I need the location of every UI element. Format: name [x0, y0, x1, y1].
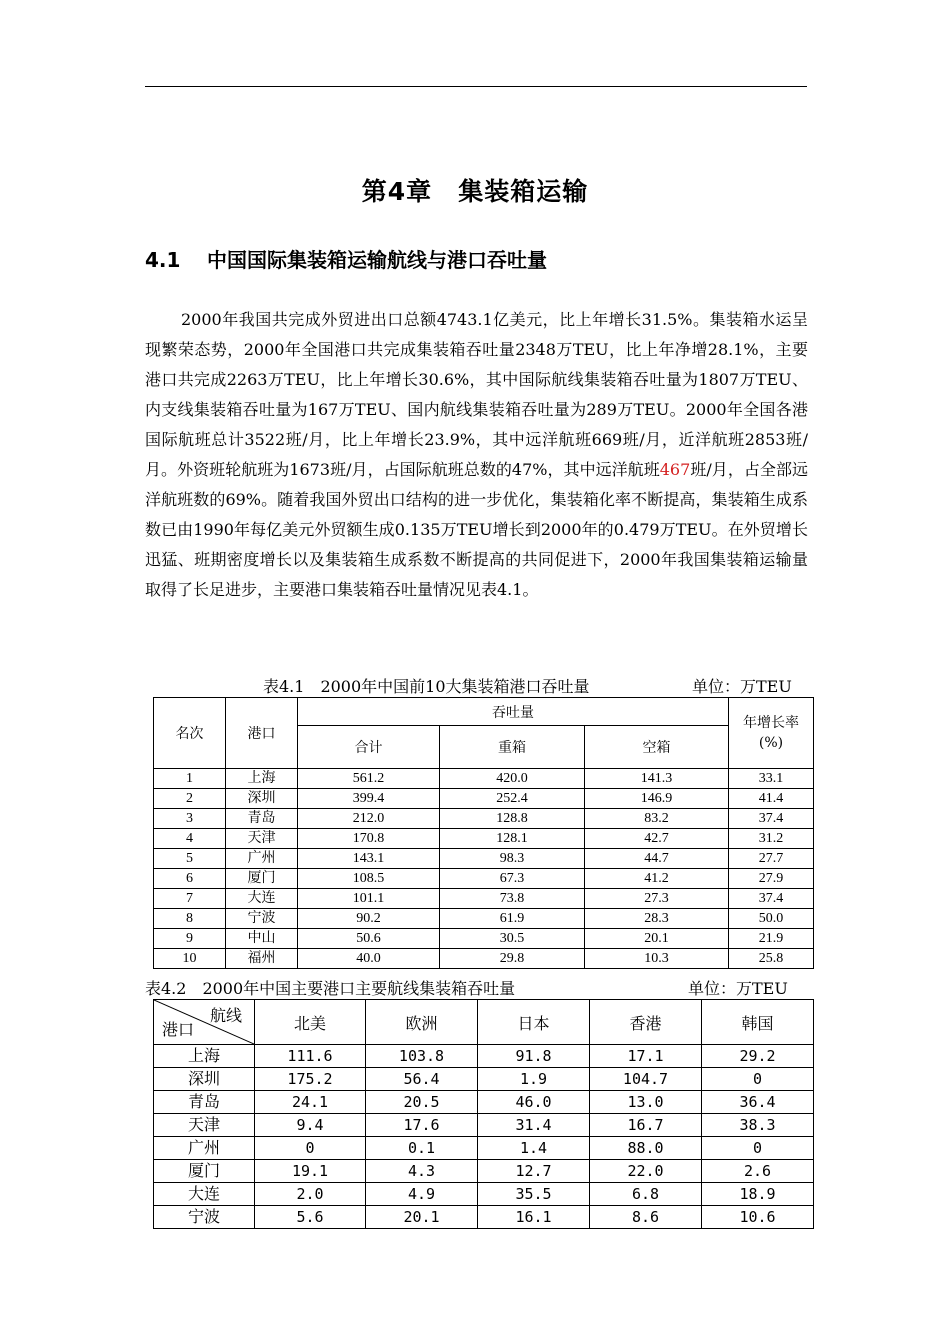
port-cell: 宁波: [154, 1206, 255, 1229]
table-cell: 561.2: [298, 769, 440, 789]
port-cell: 青岛: [154, 1091, 255, 1114]
table-cell: 17.6: [366, 1114, 478, 1137]
table-cell: 104.7: [590, 1068, 702, 1091]
table-cell: 6: [154, 869, 226, 889]
table-cell: 0: [702, 1137, 814, 1160]
table-cell: 37.4: [729, 889, 814, 909]
table-cell: 73.8: [440, 889, 585, 909]
table-cell: 46.0: [478, 1091, 590, 1114]
table-cell: 36.4: [702, 1091, 814, 1114]
table-cell: 50.6: [298, 929, 440, 949]
table-cell: 4.3: [366, 1160, 478, 1183]
chapter-title: [0, 172, 950, 208]
column-header: 欧洲: [366, 1000, 478, 1045]
chapter-name: 集装箱运输: [458, 177, 589, 206]
column-header: 日本: [478, 1000, 590, 1045]
table-cell: 146.9: [585, 789, 729, 809]
table1-unit: 单位：万TEU: [692, 677, 792, 696]
table2: [153, 999, 814, 1229]
table-row: [154, 1091, 814, 1114]
table-cell: 4: [154, 829, 226, 849]
table-cell: 101.1: [298, 889, 440, 909]
section-heading: [145, 244, 547, 273]
table-cell: 10: [154, 949, 226, 969]
table-row: [154, 769, 814, 789]
table-cell: 40.0: [298, 949, 440, 969]
table-cell: 38.3: [702, 1114, 814, 1137]
corner-port-label: 港口: [162, 1020, 195, 1039]
table-cell: 8: [154, 909, 226, 929]
table-cell: 31.2: [729, 829, 814, 849]
table-row: [154, 1206, 814, 1229]
table-cell: 1.4: [478, 1137, 590, 1160]
table-cell: 12.7: [478, 1160, 590, 1183]
table-cell: 广州: [226, 849, 298, 869]
table-cell: 103.8: [366, 1045, 478, 1068]
section-number: 4.1: [145, 248, 181, 272]
port-cell: 大连: [154, 1183, 255, 1206]
table2-caption: 表4.2 2000年中国主要港口主要航线集装箱吞吐量: [145, 979, 516, 998]
table-row: [154, 909, 814, 929]
header-rule: [145, 86, 807, 87]
table-cell: 中山: [226, 929, 298, 949]
table-cell: 9: [154, 929, 226, 949]
column-header: 韩国: [702, 1000, 814, 1045]
table-cell: 88.0: [590, 1137, 702, 1160]
table-cell: 170.8: [298, 829, 440, 849]
highlighted-number: 467: [659, 460, 691, 479]
table-cell: 27.3: [585, 889, 729, 909]
table-cell: 28.3: [585, 909, 729, 929]
table1-caption: 表4.1 2000年中国前10大集装箱港口吞吐量: [263, 677, 590, 696]
table-cell: 50.0: [729, 909, 814, 929]
table-cell: 111.6: [255, 1045, 366, 1068]
table-row: [154, 949, 814, 969]
table-cell: 29.2: [702, 1045, 814, 1068]
table1: [153, 697, 814, 969]
table-cell: 27.9: [729, 869, 814, 889]
corner-route-label: 航线: [209, 1006, 242, 1025]
section-title: 中国国际集装箱运输航线与港口吞吐量: [207, 248, 547, 272]
table-row: [154, 1160, 814, 1183]
header-rank: 名次: [154, 698, 226, 769]
table-cell: 16.7: [590, 1114, 702, 1137]
table-row: [154, 829, 814, 849]
table-cell: 5.6: [255, 1206, 366, 1229]
table-cell: 天津: [226, 829, 298, 849]
corner-header: [154, 1000, 255, 1045]
table-cell: 福州: [226, 949, 298, 969]
table-cell: 厦门: [226, 869, 298, 889]
paragraph-text-1: 2000年我国共完成外贸进出口总额4743.1亿美元，比上年增长31.5%。集装箱水运呈现繁荣态势，2000年全国港口共完成集装箱吞吐量2348万TEU，比上年净增28.1%，主要港口共完成2263万TEU，比上年增长30.6%，其中国际航线集装箱吞吐量为1807万TEU、内支线集装箱吞吐量为167万TEU、国内航线集装箱吞吐量为289万TEU。2000年全国各港国际航班总计3522班/月，比上年增长23.9%，其中远洋航班669班/月，近洋航班2853班/月。外资班轮航班为1673班/月，占国际航班总数的47%，其中远洋航班: [145, 310, 808, 479]
table-cell: 10.3: [585, 949, 729, 969]
table-cell: 8.6: [590, 1206, 702, 1229]
table-cell: 108.5: [298, 869, 440, 889]
table-cell: 18.9: [702, 1183, 814, 1206]
table-row: [154, 929, 814, 949]
table-cell: 0: [255, 1137, 366, 1160]
table-cell: 21.9: [729, 929, 814, 949]
table-cell: 399.4: [298, 789, 440, 809]
port-cell: 天津: [154, 1114, 255, 1137]
table-cell: 56.4: [366, 1068, 478, 1091]
body-paragraph: [145, 305, 808, 605]
table-cell: 27.7: [729, 849, 814, 869]
port-cell: 深圳: [154, 1068, 255, 1091]
header-port: 港口: [226, 698, 298, 769]
port-cell: 上海: [154, 1045, 255, 1068]
table-cell: 19.1: [255, 1160, 366, 1183]
table-cell: 90.2: [298, 909, 440, 929]
table-cell: 大连: [226, 889, 298, 909]
table-cell: 6.8: [590, 1183, 702, 1206]
table-cell: 420.0: [440, 769, 585, 789]
table-cell: 67.3: [440, 869, 585, 889]
table-cell: 上海: [226, 769, 298, 789]
table-cell: 128.8: [440, 809, 585, 829]
table-cell: 4.9: [366, 1183, 478, 1206]
table-cell: 9.4: [255, 1114, 366, 1137]
table-cell: 44.7: [585, 849, 729, 869]
table-cell: 35.5: [478, 1183, 590, 1206]
table-cell: 5: [154, 849, 226, 869]
header-throughput: 吞吐量: [298, 698, 729, 726]
table-cell: 143.1: [298, 849, 440, 869]
chapter-number: 第4章: [361, 177, 433, 206]
paragraph-text-2: 班/月，占全部远洋航班数的69%。随着我国外贸出口结构的进一步优化，集装箱化率不断提高，集装箱生成系数已由1990年每亿美元外贸额生成0.135万TEU增长到2000年的0.479万TEU。在外贸增长迅猛、班期密度增长以及集装箱生成系数不断提高的共同促进下，2000年我国集装箱运输量取得了长足进步，主要港口集装箱吞吐量情况见表4.1。: [145, 460, 808, 599]
table-cell: 42.7: [585, 829, 729, 849]
table-cell: 91.8: [478, 1045, 590, 1068]
table-cell: 2: [154, 789, 226, 809]
table-cell: 83.2: [585, 809, 729, 829]
table-row: [154, 1068, 814, 1091]
table-cell: 31.4: [478, 1114, 590, 1137]
header-total: 合计: [298, 726, 440, 769]
table-cell: 61.9: [440, 909, 585, 929]
table-cell: 29.8: [440, 949, 585, 969]
table-cell: 20.1: [585, 929, 729, 949]
table-cell: 13.0: [590, 1091, 702, 1114]
table-row: [154, 1183, 814, 1206]
column-header: 香港: [590, 1000, 702, 1045]
table-cell: 175.2: [255, 1068, 366, 1091]
table-cell: 1: [154, 769, 226, 789]
table-row: [154, 889, 814, 909]
table-cell: 青岛: [226, 809, 298, 829]
table-cell: 30.5: [440, 929, 585, 949]
table-cell: 0.1: [366, 1137, 478, 1160]
header-loaded: 重箱: [440, 726, 585, 769]
table-row: [154, 809, 814, 829]
table-cell: 宁波: [226, 909, 298, 929]
table-cell: 33.1: [729, 769, 814, 789]
table-row: [154, 869, 814, 889]
table-cell: 16.1: [478, 1206, 590, 1229]
table-row: [154, 1114, 814, 1137]
column-header: 北美: [255, 1000, 366, 1045]
table-cell: 37.4: [729, 809, 814, 829]
table-cell: 20.1: [366, 1206, 478, 1229]
header-growth: 年增长率(%): [729, 698, 814, 769]
table-cell: 22.0: [590, 1160, 702, 1183]
table-cell: 24.1: [255, 1091, 366, 1114]
table-cell: 深圳: [226, 789, 298, 809]
table-cell: 1.9: [478, 1068, 590, 1091]
table-cell: 2.6: [702, 1160, 814, 1183]
table-cell: 212.0: [298, 809, 440, 829]
table-cell: 3: [154, 809, 226, 829]
table-cell: 41.4: [729, 789, 814, 809]
table-cell: 25.8: [729, 949, 814, 969]
table-cell: 141.3: [585, 769, 729, 789]
table-cell: 252.4: [440, 789, 585, 809]
table-cell: 128.1: [440, 829, 585, 849]
table-cell: 2.0: [255, 1183, 366, 1206]
port-cell: 广州: [154, 1137, 255, 1160]
port-cell: 厦门: [154, 1160, 255, 1183]
table-cell: 7: [154, 889, 226, 909]
table-cell: 0: [702, 1068, 814, 1091]
table-cell: 98.3: [440, 849, 585, 869]
table2-unit: 单位：万TEU: [688, 979, 788, 998]
header-empty: 空箱: [585, 726, 729, 769]
table-row: [154, 1137, 814, 1160]
table-row: [154, 789, 814, 809]
table-cell: 41.2: [585, 869, 729, 889]
table-cell: 10.6: [702, 1206, 814, 1229]
table-cell: 20.5: [366, 1091, 478, 1114]
table-row: [154, 849, 814, 869]
table-cell: 17.1: [590, 1045, 702, 1068]
table-row: [154, 1045, 814, 1068]
